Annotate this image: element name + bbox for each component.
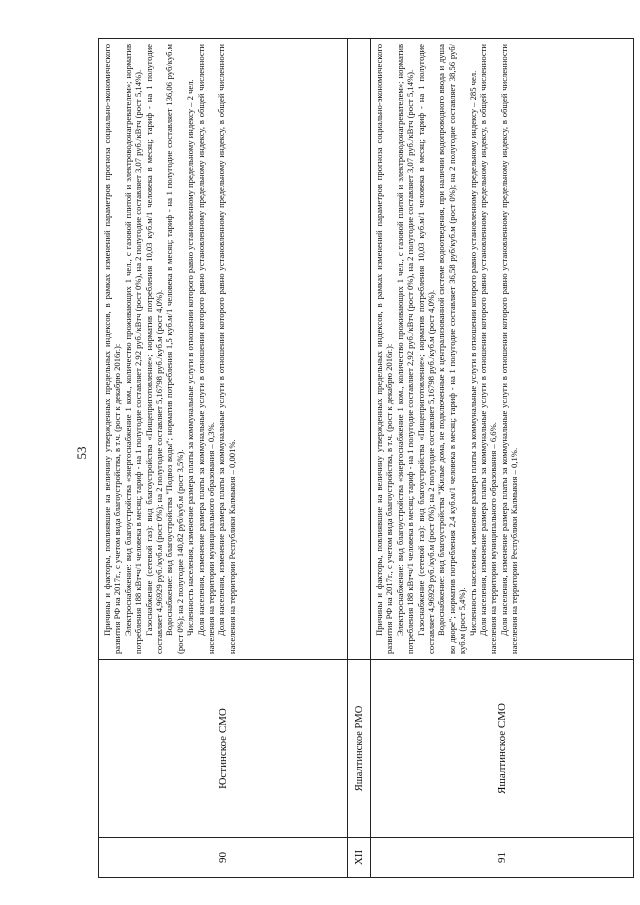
paragraph-gas: Газоснабжение (сетевой газ): вид благоустройства «Пищеприготовление»; норматив потребления 10,03 куб.м/1 человека в месяц; тариф - на 1 полугодие составляет 4,96929 руб./куб.м (рост 0%); на 2 полугодие составляет 5,16798 руб./куб.м (рост 4,0%). — [143, 44, 165, 654]
section-empty-cell — [348, 39, 371, 660]
paragraph-water: Водоснабжение: вид благоустройства "Жилые дома, не подключенные к централизованной системе водоотведения, при наличии водопроводного ввода и душа во дворе"; норматив потребления 2,4 куб.м/1 человека в месяц; тариф - на 1 полугодие составляет 36,58 руб/куб.м (рост 0%); на 2 полугодие составляет 38,56 руб/куб.м (рост 5,4%). — [436, 44, 468, 654]
paragraph-share-municipal: Доля населения, изменение размера платы за коммунальные услуги в отношении которого равно установленному предельному индексу, в общей численности населения на территории муниципального образования – 6,6%. — [478, 44, 499, 654]
paragraph-population: Численность населения, изменение размера платы за коммунальные услуги в отношении которого равно установленному предельному индексу – 2 чел. — [185, 79, 196, 636]
paragraph-gas: Газоснабжение (сетевой газ): вид благоустройства «Пищеприготовление»; норматив потребления 10,03 куб.м/1 человека в месяц; тариф - на 1 полугодие составляет 4,96929 руб./куб.м (рост 0%); на 2 полугодие составляет 5,16798 руб./куб.м (рост 4,0%). — [415, 44, 437, 654]
paragraph-share-republic: Доля населения, изменение размера платы за коммунальные услуги в отношении которого равно установленному предельному индексу, в общей численности населения на территории Республики Калмыкия – 0,001%. — [216, 44, 237, 654]
paragraph-causes: Причины и факторы, повлиявшие на величину утвержденных предельных индексов, в рамках изменений параметров прогноза социально-экономического развития РФ на 2017г., с учетом вида благоустройства, в т.ч. (рост к декабрю 2016г.): — [374, 44, 395, 654]
section-number: XII — [353, 849, 365, 866]
municipality-name-cell — [371, 660, 634, 838]
section-number-cell — [348, 838, 371, 878]
description-cell — [371, 39, 634, 660]
municipality-name-cell — [99, 660, 348, 838]
tariff-table — [98, 38, 634, 878]
paragraph-population: Численность населения, изменение размера платы за коммунальные услуги в отношении которого равно установленному предельному индексу – 285 чел. — [467, 70, 478, 636]
page-number: 53 — [74, 446, 89, 460]
row-number: 90 — [217, 852, 229, 863]
table-row — [371, 39, 634, 878]
paragraph-share-municipal: Доля населения, изменение размера платы за коммунальные услуги в отношении которого равно установленному предельному индексу, в общей численности населения на территории муниципального образования – 0,3%. — [195, 44, 217, 654]
paragraph-causes: Причины и факторы, повлиявшие на величину утвержденных предельных индексов, в рамках изменений параметров прогноза социально-экономического развития РФ на 2017г., с учетом вида благоустройства, в т.ч. (рост к декабрю 2016г.): — [102, 44, 123, 654]
paragraph-share-republic: Доля населения, изменение размера платы за коммунальные услуги в отношении которого равно установленному предельному индексу, в общей численности населения на территории Республики Калмыкия – 0,1%. — [498, 44, 520, 654]
table-row — [99, 39, 348, 878]
section-name: Яшалтинское РМО — [353, 705, 365, 792]
row-number: 91 — [496, 852, 508, 863]
municipality-name: Юстинское СМО — [217, 708, 229, 789]
description-cell — [99, 39, 348, 660]
document-table-container — [98, 38, 618, 878]
row-number-cell — [99, 838, 348, 878]
table-section-row — [348, 39, 371, 878]
municipality-name: Яшалтинское СМО — [496, 703, 508, 794]
paragraph-electricity: Электроснабжение: вид благоустройства «энергоснабжение 1 ком., количество проживающих 1 чел., с газовой плитой и электроводонагревателем»; норматив потребления 188 кВт•ч/1 человека в месяц; тариф - на 1 полугодие составляет 2,92 руб./кВтч (рост 0%), на 2 полугодие составляет 3,07 руб./кВтч (рост 5,14%). — [394, 44, 416, 654]
paragraph-water: Водоснабжение: вид благоустройства "Подвоз воды"; норматив потребления 1,5 куб.м/1 человека в месяц; тариф - на 1 полугодие составляет 136,06 руб/куб.м (рост 0%); на 2 полугодие 140,82 руб/куб.м (рост 3,5%). — [164, 44, 185, 654]
row-number-cell — [371, 838, 634, 878]
section-name-cell — [348, 660, 371, 838]
paragraph-electricity: Электроснабжение: вид благоустройства «энергоснабжение 1 ком., количество проживающих 1 чел., с газовой плитой и электроводонагревателем»; норматив потребления 188 кВт•ч/1 человека в месяц; тариф - на 1 полугодие составляет 2,92 руб./кВтч (рост 0%), на 2 полугодие составляет 3,07 руб./кВтч (рост 5,14%). — [122, 44, 144, 654]
